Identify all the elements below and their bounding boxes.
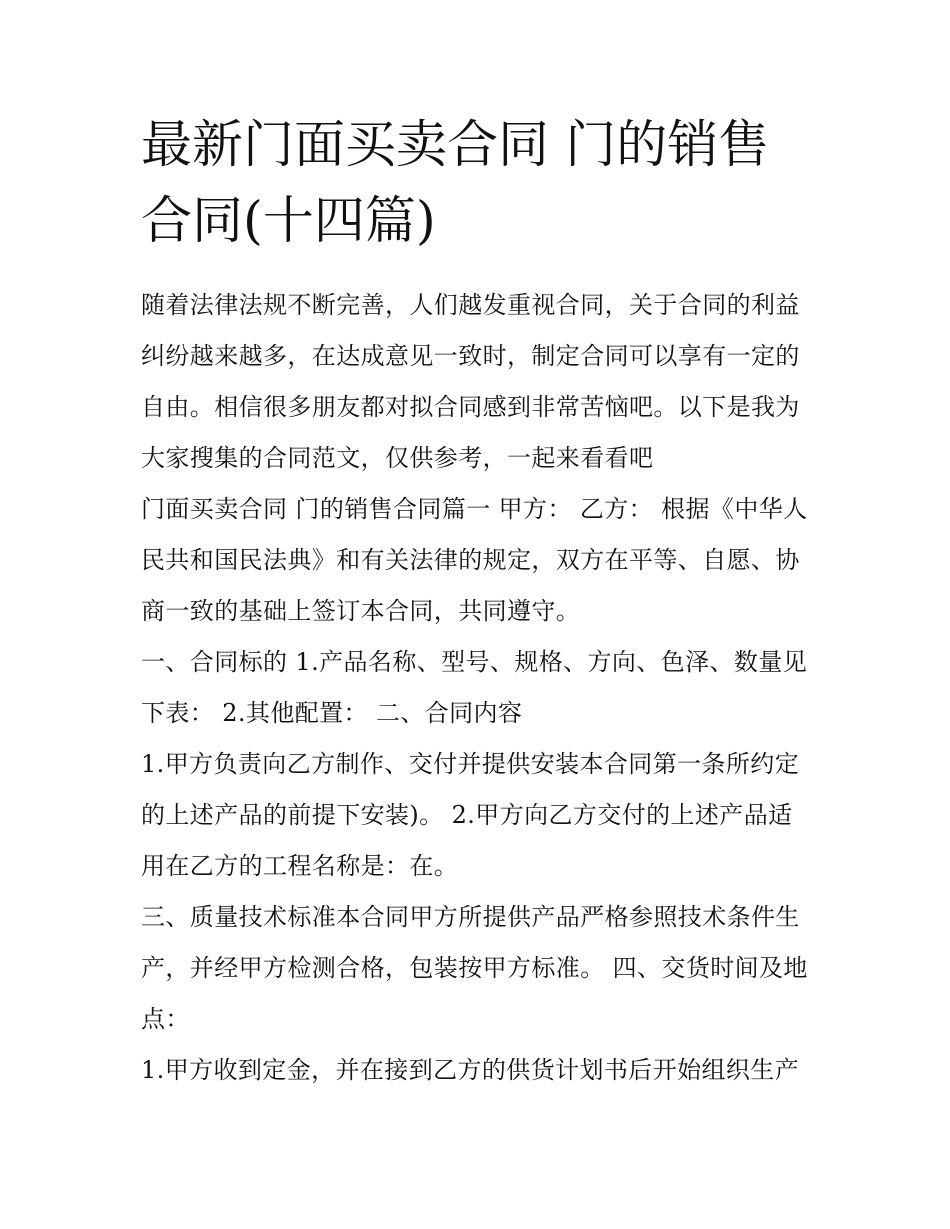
paragraph-delivery: 1.甲方收到定金，并在接到乙方的供货计划书后开始组织生产 xyxy=(141,1056,800,1084)
paragraph-parties: 门面买卖合同 门的销售合同篇一 甲方： 乙方： 根据《中华人民共和国民法典》和有关法律的规定，双方在平等、自愿、协商一致的基础上签订本合同，共同遵守。 xyxy=(141,495,808,625)
document-title: 最新门面买卖合同 门的销售合同(十四篇) xyxy=(141,116,770,251)
paragraph-section-3: 三、质量技术标准本合同甲方所提供产品严格参照技术条件生产，并经甲方检测合格，包装按甲方标准。 四、交货时间及地点： xyxy=(141,903,808,1033)
paragraph-clause-1: 1.甲方负责向乙方制作、交付并提供安装本合同第一条所约定的上述产品的前提下安装)。 2.甲方向乙方交付的上述产品适用在乙方的工程名称是：在。 xyxy=(141,750,800,880)
paragraph-section-1: 一、合同标的 1.产品名称、型号、规格、方向、色泽、数量见下表： 2.其他配置： 二、合同内容 xyxy=(141,648,808,727)
paragraph-intro: 随着法律法规不断完善，人们越发重视合同，关于合同的利益纠纷越来越多，在达成意见一致时，制定合同可以享有一定的自由。相信很多朋友都对拟合同感到非常苦恼吧。以下是我为大家搜集的合同范文，仅供参考，一起来看看吧 xyxy=(141,291,800,472)
document-body xyxy=(141,280,813,1096)
document-page xyxy=(141,108,813,1096)
